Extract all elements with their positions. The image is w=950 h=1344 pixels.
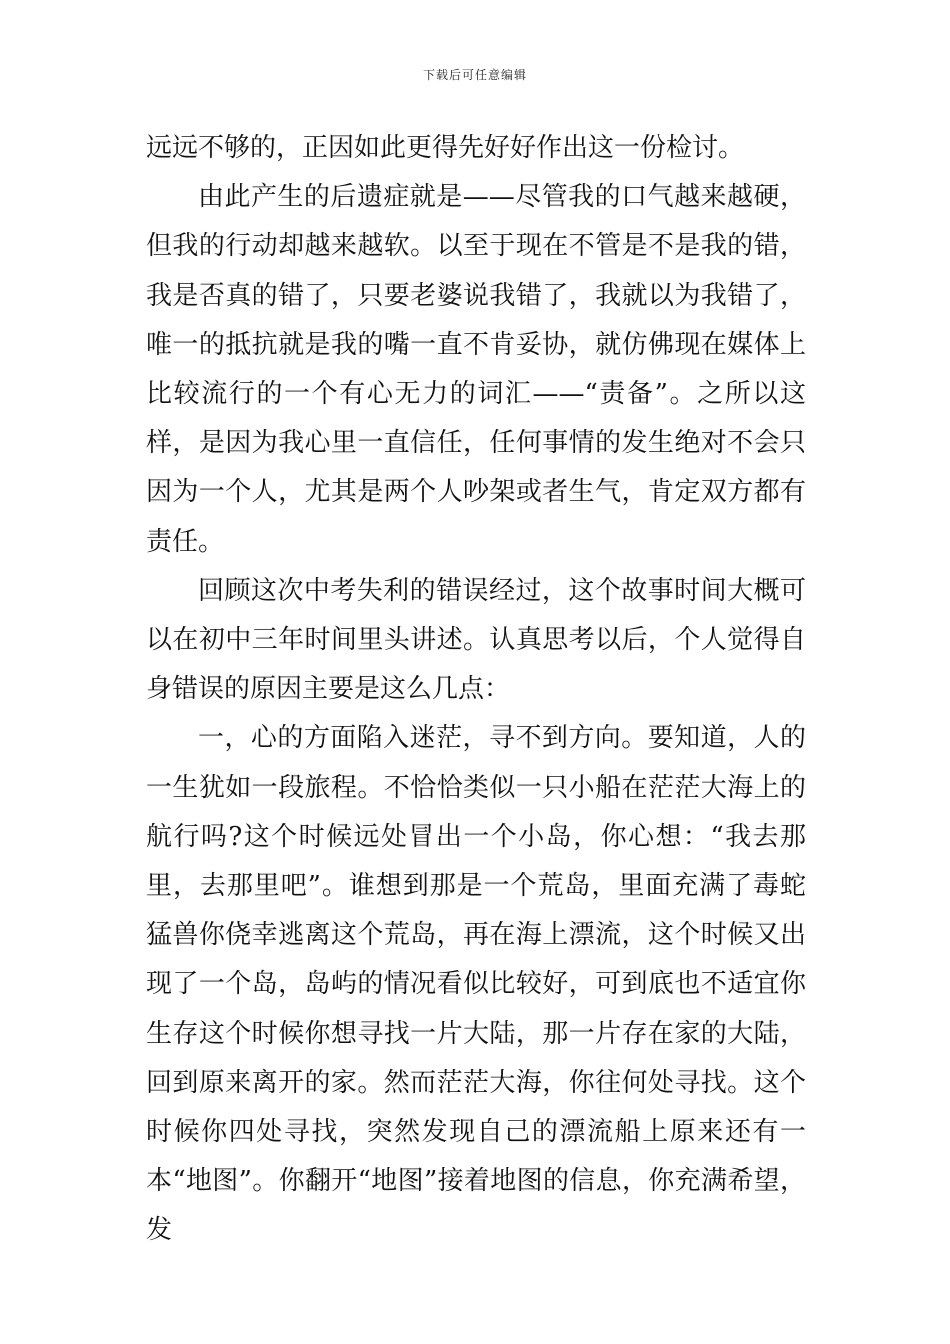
paragraph: 远远不够的，正因如此更得先好好作出这一份检讨。 [146,133,745,163]
document-body [146,124,806,1256]
page-header: 下载后可任意编辑 [422,68,527,82]
paragraph: 由此产生的后遗症就是——尽管我的口气越来越硬，但我的行动却越来越软。以至于现在不管是不是我的错，我是否真的错了，只要老婆说我错了，我就以为我错了，唯一的抵抗就是我的嘴一直不肯妥协，就仿佛现在媒体上比较流行的一个有心无力的词汇——“责备”。之所以这样，是因为我心里一直信任，任何事情的发生绝对不会只因为一个人，尤其是两个人吵架或者生气，肯定双方都有责任。 [146,182,806,557]
paragraph: 回顾这次中考失利的错误经过，这个故事时间大概可以在初中三年时间里头讲述。认真思考以后，个人觉得自身错误的原因主要是这么几点： [146,575,806,705]
paragraph: 一，心的方面陷入迷茫，寻不到方向。要知道，人的一生犹如一段旅程。不恰恰类似一只小船在茫茫大海上的航行吗?这个时候远处冒出一个小岛，你心想：“我去那里，去那里吧”。谁想到那是一个荒岛，里面充满了毒蛇猛兽你侥幸逃离这个荒岛，再在海上漂流，这个时候又出现了一个岛，岛屿的情况看似比较好，可到底也不适宜你生存这个时候你想寻找一片大陆，那一片存在家的大陆，回到原来离开的家。然而茫茫大海，你往何处寻找。这个时候你四处寻找，突然发现自己的漂流船上原来还有一本“地图”。你翻开“地图”接着地图的信息，你充满希望，发 [146,723,806,1246]
